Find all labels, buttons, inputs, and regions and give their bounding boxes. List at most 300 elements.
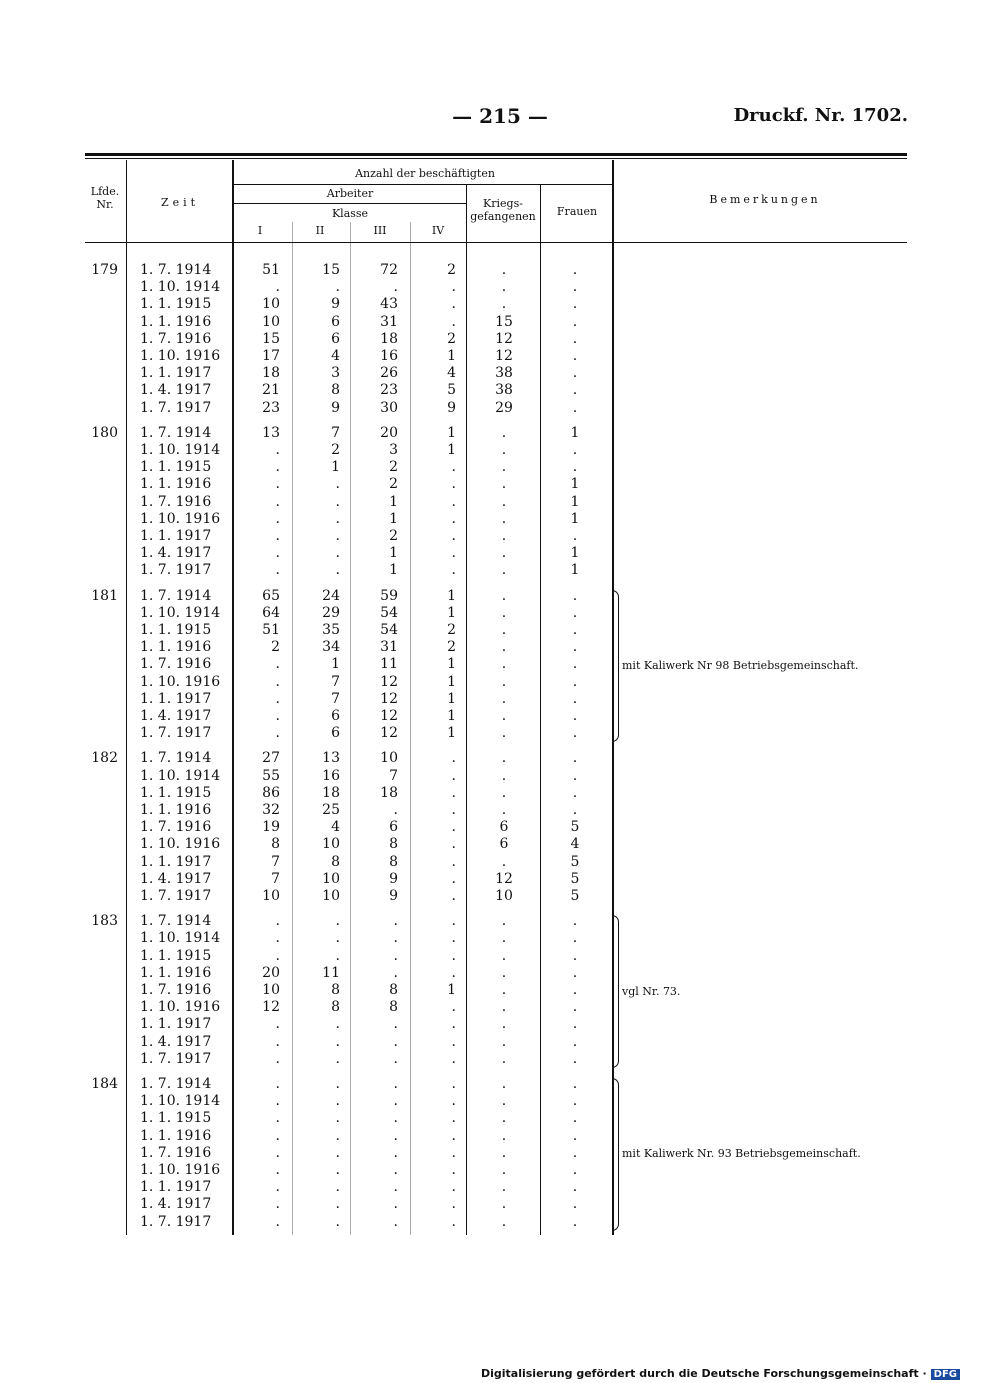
value-cell-fr: . bbox=[572, 1050, 578, 1067]
zeit-cell: 1. 4. 1917 bbox=[140, 708, 212, 724]
group-number: 179 bbox=[91, 262, 118, 278]
zeit-cell: 1. 10. 1914 bbox=[140, 930, 221, 947]
value-cell-iii: . bbox=[393, 964, 398, 981]
value-cell-i: 65 bbox=[262, 587, 280, 604]
value-cell-iii: 8 bbox=[389, 853, 398, 870]
value-cell-kg: . bbox=[501, 545, 507, 562]
zeit-cell: 1. 4. 1917 bbox=[140, 545, 212, 562]
value-cell-fr: 1 bbox=[570, 493, 580, 510]
value-cell-iii: 3 bbox=[389, 442, 398, 458]
value-cell-iii: 12 bbox=[380, 690, 398, 707]
value-cell-i: . bbox=[275, 1076, 280, 1092]
value-cell-fr: . bbox=[572, 802, 578, 818]
value-cell-i: . bbox=[275, 442, 280, 458]
value-cell-i: 8 bbox=[271, 836, 280, 853]
value-cell-ii: 7 bbox=[331, 424, 340, 441]
value-cell-fr: . bbox=[572, 1213, 578, 1230]
value-cell-ii: . bbox=[335, 1016, 340, 1033]
value-cell-fr: . bbox=[572, 1033, 578, 1050]
value-cell-i: . bbox=[275, 725, 280, 742]
value-cell-fr: . bbox=[572, 262, 578, 278]
value-cell-ii: 9 bbox=[331, 399, 340, 416]
value-cell-iv: . bbox=[451, 476, 456, 493]
value-cell-iii: 1 bbox=[389, 562, 398, 579]
value-cell-fr: . bbox=[572, 767, 578, 784]
value-cell-iii: . bbox=[393, 930, 398, 947]
value-cell-i: 32 bbox=[262, 802, 280, 818]
value-cell-ii: 10 bbox=[322, 888, 340, 904]
dfg-logo: DFG bbox=[931, 1369, 960, 1380]
zeit-cell: 1. 4. 1917 bbox=[140, 382, 212, 399]
value-cell-kg: 29 bbox=[495, 399, 513, 416]
value-cell-iii: . bbox=[393, 1033, 398, 1050]
value-cell-iv: . bbox=[451, 870, 456, 887]
value-cell-kg: . bbox=[501, 279, 507, 296]
value-cell-i: 27 bbox=[262, 750, 280, 767]
value-cell-iii: 54 bbox=[380, 622, 398, 638]
value-cell-i: 7 bbox=[271, 870, 280, 887]
value-cell-kg: . bbox=[501, 784, 507, 801]
value-cell-kg: . bbox=[501, 853, 507, 870]
zeit-cell: 1. 1. 1917 bbox=[140, 690, 212, 707]
remark-text: vgl Nr. 73. bbox=[622, 984, 681, 998]
value-cell-kg: . bbox=[501, 999, 507, 1016]
value-cell-iv: 5 bbox=[447, 382, 456, 399]
value-cell-ii: 7 bbox=[331, 690, 340, 707]
value-cell-kg: . bbox=[501, 493, 507, 510]
value-cell-ii: 34 bbox=[322, 639, 340, 656]
value-cell-iii: 8 bbox=[389, 999, 398, 1016]
value-cell-ii: . bbox=[335, 1196, 340, 1213]
zeit-cell: 1. 10. 1916 bbox=[140, 673, 221, 690]
value-cell-iii: 2 bbox=[389, 476, 398, 493]
value-cell-iii: 10 bbox=[380, 750, 398, 767]
remark-bracket bbox=[612, 590, 619, 743]
value-cell-fr: 1 bbox=[570, 510, 580, 527]
value-cell-iii: . bbox=[393, 1162, 398, 1178]
value-cell-ii: . bbox=[335, 1076, 340, 1092]
value-cell-fr: . bbox=[572, 1076, 578, 1092]
divider-kg bbox=[466, 185, 467, 1235]
value-cell-kg: 12 bbox=[495, 870, 513, 887]
value-cell-ii: 8 bbox=[331, 853, 340, 870]
rule-arbeiter bbox=[234, 203, 466, 204]
value-cell-iii: 12 bbox=[380, 725, 398, 742]
top-rule-thick bbox=[85, 153, 907, 156]
value-cell-iv: 2 bbox=[447, 622, 456, 638]
value-cell-i: . bbox=[275, 562, 280, 579]
value-cell-i: 51 bbox=[262, 262, 280, 278]
value-cell-fr: 5 bbox=[570, 819, 580, 836]
value-cell-iv: 1 bbox=[447, 587, 456, 604]
remark-bracket bbox=[612, 915, 619, 1068]
remark-text: mit Kaliwerk Nr 98 Betriebsgemeinschaft. bbox=[622, 659, 859, 672]
value-cell-kg: . bbox=[501, 802, 507, 818]
value-cell-ii: . bbox=[335, 1179, 340, 1196]
value-cell-iii: 9 bbox=[389, 870, 398, 887]
zeit-cell: 1. 1. 1916 bbox=[140, 313, 212, 330]
value-cell-kg: . bbox=[501, 1213, 507, 1230]
value-cell-iii: 11 bbox=[380, 656, 398, 673]
value-cell-i: . bbox=[275, 1093, 280, 1110]
value-cell-kg: . bbox=[501, 750, 507, 767]
value-cell-fr: . bbox=[572, 604, 578, 621]
value-cell-fr: . bbox=[572, 382, 578, 399]
value-cell-iv: 1 bbox=[447, 690, 456, 707]
value-cell-kg: 38 bbox=[495, 365, 513, 382]
value-cell-kg: . bbox=[501, 982, 507, 998]
drucksache-number: Druckf. Nr. 1702. bbox=[733, 105, 908, 126]
value-cell-ii: 6 bbox=[331, 708, 340, 724]
value-cell-kg: 12 bbox=[495, 330, 513, 347]
value-cell-ii: 9 bbox=[331, 296, 340, 313]
value-cell-kg: . bbox=[501, 1016, 507, 1033]
value-cell-ii: 3 bbox=[331, 365, 340, 382]
divider-zeit bbox=[232, 160, 234, 1235]
value-cell-i: 2 bbox=[271, 639, 280, 656]
value-cell-iv: . bbox=[451, 1162, 456, 1178]
value-cell-i: 18 bbox=[262, 365, 280, 382]
value-cell-iv: . bbox=[451, 964, 456, 981]
value-cell-fr: . bbox=[572, 639, 578, 656]
value-cell-iii: 31 bbox=[380, 313, 398, 330]
value-cell-fr: . bbox=[572, 690, 578, 707]
value-cell-i: 7 bbox=[271, 853, 280, 870]
value-cell-iv: 1 bbox=[447, 424, 456, 441]
value-cell-kg: . bbox=[501, 1162, 507, 1178]
value-cell-kg: 10 bbox=[495, 888, 513, 904]
value-cell-i: 13 bbox=[262, 424, 280, 441]
value-cell-ii: . bbox=[335, 493, 340, 510]
value-cell-ii: . bbox=[335, 562, 340, 579]
value-cell-iii: 59 bbox=[380, 587, 398, 604]
value-cell-i: 10 bbox=[262, 888, 280, 904]
group-number: 181 bbox=[91, 587, 118, 604]
value-cell-i: . bbox=[275, 1196, 280, 1213]
value-cell-iv: 1 bbox=[447, 348, 456, 364]
value-cell-fr: 1 bbox=[570, 562, 580, 579]
value-cell-iv: . bbox=[451, 1110, 456, 1127]
value-cell-kg: . bbox=[501, 1033, 507, 1050]
value-cell-iv: 1 bbox=[447, 725, 456, 742]
value-cell-kg: . bbox=[501, 725, 507, 742]
value-cell-fr: . bbox=[572, 330, 578, 347]
value-cell-fr: . bbox=[572, 673, 578, 690]
value-cell-iv: . bbox=[451, 767, 456, 784]
zeit-cell: 1. 10. 1914 bbox=[140, 1093, 221, 1110]
header-bemerkungen: Bemerkungen bbox=[709, 193, 821, 206]
value-cell-ii: 15 bbox=[322, 262, 340, 278]
value-cell-ii: . bbox=[335, 1093, 340, 1110]
value-cell-iii: . bbox=[393, 913, 398, 930]
value-cell-fr: . bbox=[572, 1196, 578, 1213]
zeit-cell: 1. 1. 1915 bbox=[140, 622, 212, 638]
zeit-cell: 1. 7. 1914 bbox=[140, 587, 212, 604]
value-cell-iii: . bbox=[393, 1213, 398, 1230]
zeit-cell: 1. 7. 1916 bbox=[140, 656, 212, 673]
value-cell-i: 51 bbox=[262, 622, 280, 638]
value-cell-fr: 5 bbox=[570, 870, 580, 887]
value-cell-kg: . bbox=[501, 510, 507, 527]
zeit-cell: 1. 1. 1917 bbox=[140, 1016, 212, 1033]
value-cell-i: 12 bbox=[262, 999, 280, 1016]
zeit-cell: 1. 7. 1916 bbox=[140, 982, 212, 998]
value-cell-kg: . bbox=[501, 1196, 507, 1213]
value-cell-kg: . bbox=[501, 424, 507, 441]
zeit-cell: 1. 10. 1916 bbox=[140, 1162, 221, 1178]
value-cell-i: . bbox=[275, 279, 280, 296]
value-cell-ii: 4 bbox=[331, 819, 340, 836]
zeit-cell: 1. 4. 1917 bbox=[140, 1196, 212, 1213]
zeit-cell: 1. 7. 1914 bbox=[140, 913, 212, 930]
value-cell-i: . bbox=[275, 708, 280, 724]
value-cell-kg: . bbox=[501, 930, 507, 947]
zeit-cell: 1. 1. 1917 bbox=[140, 528, 212, 544]
value-cell-kg: . bbox=[501, 622, 507, 638]
value-cell-iii: 72 bbox=[380, 262, 398, 278]
rule-anzahl bbox=[234, 184, 612, 185]
value-cell-iii: 9 bbox=[389, 888, 398, 904]
value-cell-iv: 1 bbox=[447, 982, 456, 998]
value-cell-i: . bbox=[275, 1016, 280, 1033]
value-cell-i: 55 bbox=[262, 767, 280, 784]
value-cell-iv: 1 bbox=[447, 604, 456, 621]
value-cell-kg: 6 bbox=[499, 836, 509, 853]
value-cell-ii: 11 bbox=[322, 964, 340, 981]
header-class-iv: IV bbox=[431, 224, 445, 237]
value-cell-i: . bbox=[275, 930, 280, 947]
value-cell-iv: . bbox=[451, 1093, 456, 1110]
top-rule-thin bbox=[85, 158, 907, 159]
value-cell-iii: 2 bbox=[389, 528, 398, 544]
value-cell-i: . bbox=[275, 1162, 280, 1178]
value-cell-iii: 30 bbox=[380, 399, 398, 416]
value-cell-fr: . bbox=[572, 528, 578, 544]
value-cell-iii: . bbox=[393, 1144, 398, 1161]
value-cell-iv: . bbox=[451, 999, 456, 1016]
value-cell-fr: . bbox=[572, 1179, 578, 1196]
value-cell-iv: . bbox=[451, 913, 456, 930]
value-cell-iv: . bbox=[451, 1127, 456, 1144]
value-cell-iv: . bbox=[451, 1179, 456, 1196]
value-cell-ii: 8 bbox=[331, 999, 340, 1016]
value-cell-ii: 8 bbox=[331, 982, 340, 998]
value-cell-fr: . bbox=[572, 1110, 578, 1127]
value-cell-iv: . bbox=[451, 562, 456, 579]
value-cell-i: . bbox=[275, 1110, 280, 1127]
value-cell-iii: 12 bbox=[380, 673, 398, 690]
value-cell-ii: 10 bbox=[322, 870, 340, 887]
value-cell-fr: . bbox=[572, 348, 578, 364]
value-cell-ii: . bbox=[335, 1213, 340, 1230]
value-cell-fr: 1 bbox=[570, 476, 580, 493]
value-cell-iii: 12 bbox=[380, 708, 398, 724]
zeit-cell: 1. 7. 1916 bbox=[140, 330, 212, 347]
zeit-cell: 1. 1. 1916 bbox=[140, 476, 212, 493]
value-cell-kg: 15 bbox=[495, 313, 513, 330]
value-cell-kg: . bbox=[501, 296, 507, 313]
header-frauen: Frauen bbox=[556, 205, 598, 218]
value-cell-iv: . bbox=[451, 888, 456, 904]
value-cell-iv: . bbox=[451, 510, 456, 527]
zeit-cell: 1. 7. 1916 bbox=[140, 1144, 212, 1161]
value-cell-iv: 1 bbox=[447, 673, 456, 690]
divider-nr bbox=[126, 160, 127, 1235]
zeit-cell: 1. 1. 1916 bbox=[140, 802, 212, 818]
value-cell-iv: 1 bbox=[447, 442, 456, 458]
remark-text: mit Kaliwerk Nr. 93 Betriebsgemeinschaft. bbox=[622, 1147, 861, 1161]
value-cell-iii: . bbox=[393, 1110, 398, 1127]
value-cell-fr: . bbox=[572, 1162, 578, 1178]
value-cell-kg: . bbox=[501, 1179, 507, 1196]
zeit-cell: 1. 4. 1917 bbox=[140, 1033, 212, 1050]
value-cell-iii: . bbox=[393, 1050, 398, 1067]
value-cell-iii: 16 bbox=[380, 348, 398, 364]
value-cell-iv: . bbox=[451, 1050, 456, 1067]
zeit-cell: 1. 1. 1916 bbox=[140, 639, 212, 656]
value-cell-iv: . bbox=[451, 459, 456, 476]
divider-class-i bbox=[292, 222, 293, 1235]
value-cell-iv: . bbox=[451, 836, 456, 853]
value-cell-kg: . bbox=[501, 767, 507, 784]
value-cell-kg: 6 bbox=[499, 819, 509, 836]
zeit-cell: 1. 7. 1914 bbox=[140, 750, 212, 767]
value-cell-iv: . bbox=[451, 279, 456, 296]
value-cell-iii: 1 bbox=[389, 510, 398, 527]
zeit-cell: 1. 10. 1916 bbox=[140, 836, 221, 853]
value-cell-i: . bbox=[275, 545, 280, 562]
value-cell-i: 64 bbox=[262, 604, 280, 621]
value-cell-iv: . bbox=[451, 296, 456, 313]
value-cell-fr: . bbox=[572, 622, 578, 638]
value-cell-fr: . bbox=[572, 313, 578, 330]
zeit-cell: 1. 7. 1914 bbox=[140, 1076, 212, 1092]
zeit-cell: 1. 10. 1916 bbox=[140, 510, 221, 527]
value-cell-iv: . bbox=[451, 750, 456, 767]
value-cell-i: 21 bbox=[262, 382, 280, 399]
value-cell-kg: . bbox=[501, 262, 507, 278]
value-cell-kg: . bbox=[501, 1093, 507, 1110]
value-cell-kg: 38 bbox=[495, 382, 513, 399]
value-cell-ii: 25 bbox=[322, 802, 340, 818]
value-cell-i: . bbox=[275, 510, 280, 527]
zeit-cell: 1. 7. 1914 bbox=[140, 424, 212, 441]
value-cell-iv: . bbox=[451, 947, 456, 964]
value-cell-iii: . bbox=[393, 1016, 398, 1033]
zeit-cell: 1. 1. 1915 bbox=[140, 947, 212, 964]
value-cell-iii: 1 bbox=[389, 493, 398, 510]
value-cell-kg: 12 bbox=[495, 348, 513, 364]
value-cell-ii: 18 bbox=[322, 784, 340, 801]
group-number: 183 bbox=[91, 913, 118, 930]
zeit-cell: 1. 10. 1914 bbox=[140, 604, 221, 621]
zeit-cell: 1. 1. 1917 bbox=[140, 853, 212, 870]
header-lfd-nr: Lfde. Nr. bbox=[90, 185, 120, 211]
value-cell-ii: 2 bbox=[331, 442, 340, 458]
value-cell-kg: . bbox=[501, 476, 507, 493]
value-cell-iii: . bbox=[393, 947, 398, 964]
value-cell-iii: 31 bbox=[380, 639, 398, 656]
value-cell-i: . bbox=[275, 673, 280, 690]
zeit-cell: 1. 1. 1915 bbox=[140, 296, 212, 313]
zeit-cell: 1. 10. 1916 bbox=[140, 348, 221, 364]
value-cell-ii: . bbox=[335, 1110, 340, 1127]
zeit-cell: 1. 7. 1914 bbox=[140, 262, 212, 278]
header-arbeiter: Arbeiter bbox=[326, 187, 374, 200]
value-cell-kg: . bbox=[501, 708, 507, 724]
value-cell-kg: . bbox=[501, 442, 507, 458]
value-cell-iv: 9 bbox=[447, 399, 456, 416]
header-class-iii: III bbox=[373, 224, 387, 237]
value-cell-i: 10 bbox=[262, 313, 280, 330]
value-cell-fr: . bbox=[572, 725, 578, 742]
value-cell-ii: . bbox=[335, 1033, 340, 1050]
value-cell-iii: . bbox=[393, 1179, 398, 1196]
value-cell-kg: . bbox=[501, 1050, 507, 1067]
value-cell-kg: . bbox=[501, 1144, 507, 1161]
value-cell-iv: . bbox=[451, 930, 456, 947]
value-cell-iv: 2 bbox=[447, 262, 456, 278]
value-cell-i: 10 bbox=[262, 296, 280, 313]
zeit-cell: 1. 7. 1917 bbox=[140, 1213, 212, 1230]
value-cell-kg: . bbox=[501, 604, 507, 621]
header-klasse: Klasse bbox=[331, 207, 369, 220]
value-cell-kg: . bbox=[501, 913, 507, 930]
value-cell-kg: . bbox=[501, 459, 507, 476]
value-cell-iv: . bbox=[451, 1196, 456, 1213]
divider-class-ii bbox=[350, 222, 351, 1235]
value-cell-iv: . bbox=[451, 545, 456, 562]
value-cell-kg: . bbox=[501, 673, 507, 690]
value-cell-ii: . bbox=[335, 930, 340, 947]
value-cell-iii: . bbox=[393, 1093, 398, 1110]
value-cell-fr: . bbox=[572, 999, 578, 1016]
value-cell-ii: . bbox=[335, 510, 340, 527]
value-cell-iii: 6 bbox=[389, 819, 398, 836]
page-number: — 215 — bbox=[452, 104, 548, 128]
value-cell-iv: 4 bbox=[447, 365, 456, 382]
value-cell-fr: . bbox=[572, 750, 578, 767]
zeit-cell: 1. 1. 1915 bbox=[140, 784, 212, 801]
zeit-cell: 1. 1. 1917 bbox=[140, 365, 212, 382]
value-cell-iii: 54 bbox=[380, 604, 398, 621]
value-cell-iv: 1 bbox=[447, 656, 456, 673]
value-cell-fr: . bbox=[572, 365, 578, 382]
value-cell-ii: 6 bbox=[331, 313, 340, 330]
value-cell-iv: . bbox=[451, 819, 456, 836]
value-cell-fr: . bbox=[572, 1016, 578, 1033]
value-cell-iv: . bbox=[451, 1033, 456, 1050]
zeit-cell: 1. 7. 1917 bbox=[140, 888, 212, 904]
value-cell-fr: 4 bbox=[570, 836, 580, 853]
value-cell-iii: . bbox=[393, 802, 398, 818]
value-cell-kg: . bbox=[501, 528, 507, 544]
zeit-cell: 1. 10. 1914 bbox=[140, 279, 221, 296]
value-cell-fr: . bbox=[572, 964, 578, 981]
value-cell-ii: . bbox=[335, 1144, 340, 1161]
value-cell-fr: . bbox=[572, 279, 578, 296]
value-cell-iii: 1 bbox=[389, 545, 398, 562]
value-cell-iv: . bbox=[451, 853, 456, 870]
value-cell-fr: . bbox=[572, 930, 578, 947]
value-cell-kg: . bbox=[501, 639, 507, 656]
zeit-cell: 1. 1. 1917 bbox=[140, 1179, 212, 1196]
value-cell-ii: . bbox=[335, 279, 340, 296]
value-cell-i: 23 bbox=[262, 399, 280, 416]
value-cell-fr: . bbox=[572, 399, 578, 416]
value-cell-ii: 29 bbox=[322, 604, 340, 621]
value-cell-ii: 1 bbox=[331, 656, 340, 673]
